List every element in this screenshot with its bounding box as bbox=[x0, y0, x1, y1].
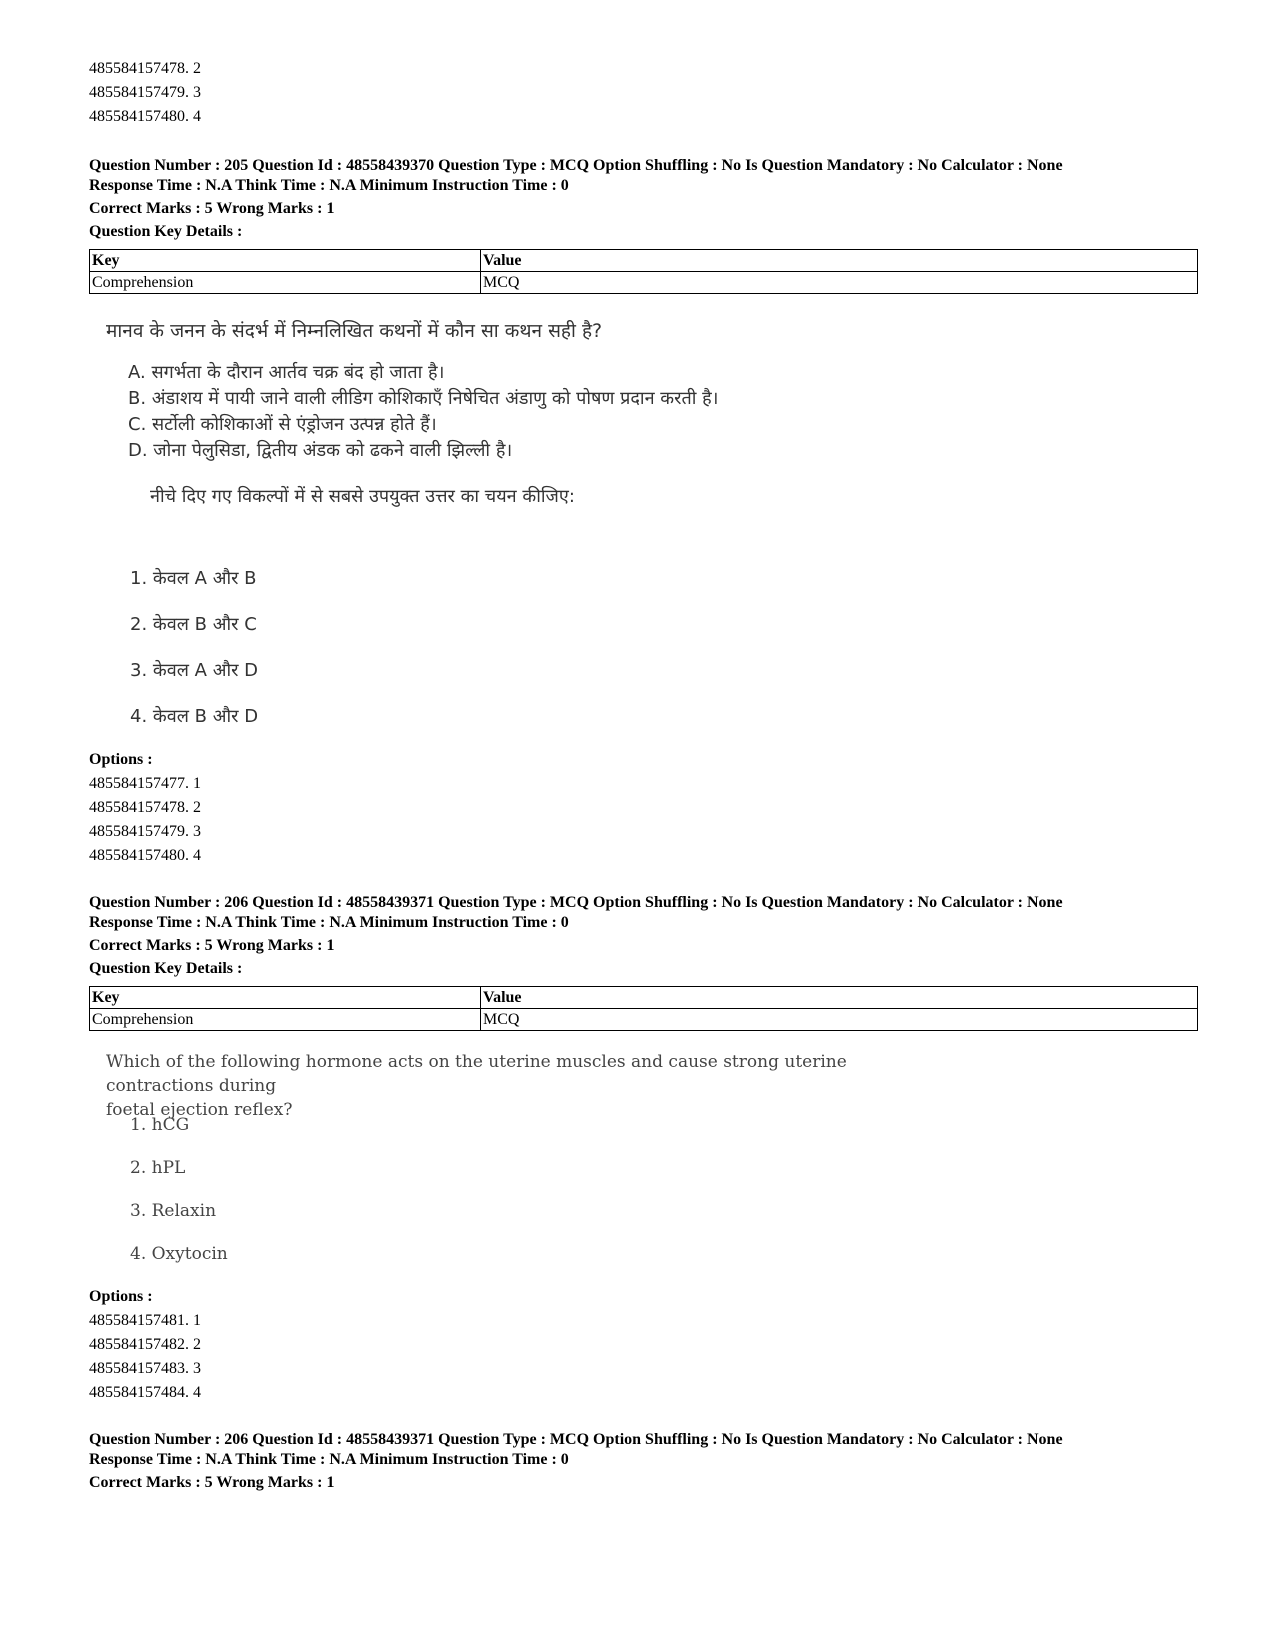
table-cell-value: MCQ bbox=[481, 272, 1198, 294]
option-line: 485584157484. 4 bbox=[89, 1384, 201, 1401]
table-cell-key: Comprehension bbox=[90, 1009, 481, 1031]
option-line: 485584157478. 2 bbox=[89, 799, 201, 816]
question-206-repeat-header bbox=[89, 1430, 1189, 1493]
marks-line: Correct Marks : 5 Wrong Marks : 1 bbox=[89, 200, 335, 217]
options-label: Options : bbox=[89, 1288, 153, 1305]
key-details-label: Question Key Details : bbox=[89, 960, 243, 977]
question-meta-line: Question Number : 206 Question Id : 48558439371 Question Type : MCQ Option Shuffling : No Is Question Mandatory : No Calculator : None bbox=[89, 1431, 1063, 1448]
response-time-line: Response Time : N.A Think Time : N.A Minimum Instruction Time : 0 bbox=[89, 177, 569, 194]
question-stem: मानव के जनन के संदर्भ में निम्नलिखित कथनों में कौन सा कथन सही है? bbox=[106, 320, 603, 342]
table-row bbox=[90, 1009, 1198, 1031]
answer-choice: 3. केवल A और D bbox=[130, 660, 259, 681]
question-meta-line: Question Number : 205 Question Id : 48558439370 Question Type : MCQ Option Shuffling : No Is Question Mandatory : No Calculator : None bbox=[89, 157, 1063, 174]
answer-choice: 2. hPL bbox=[130, 1158, 186, 1178]
statement-item: C. सर्टोली कोशिकाओं से एंड्रोजन उत्पन्न होते हैं। bbox=[128, 414, 437, 435]
table-header-key: Key bbox=[90, 250, 481, 272]
table-header-value: Value bbox=[481, 250, 1198, 272]
question-205-options bbox=[89, 748, 1189, 868]
question-205-header bbox=[89, 156, 1189, 242]
option-line: 485584157478. 2 bbox=[89, 60, 201, 77]
answer-choice: 3. Relaxin bbox=[130, 1201, 217, 1221]
options-label: Options : bbox=[89, 751, 153, 768]
answer-choice: 4. Oxytocin bbox=[130, 1244, 228, 1264]
option-line: 485584157481. 1 bbox=[89, 1312, 201, 1329]
marks-line: Correct Marks : 5 Wrong Marks : 1 bbox=[89, 1474, 335, 1491]
question-stem: Which of the following hormone acts on the uterine muscles and cause strong uterine contractions during bbox=[106, 1052, 847, 1096]
question-key-table bbox=[89, 249, 1198, 294]
question-key-table bbox=[89, 986, 1198, 1031]
option-line: 485584157477. 1 bbox=[89, 775, 201, 792]
key-details-label: Question Key Details : bbox=[89, 223, 243, 240]
option-line: 485584157483. 3 bbox=[89, 1360, 201, 1377]
question-205-image bbox=[106, 318, 826, 738]
response-time-line: Response Time : N.A Think Time : N.A Minimum Instruction Time : 0 bbox=[89, 1451, 569, 1468]
answer-choice: 1. hCG bbox=[130, 1115, 190, 1135]
answer-choice: 2. केवल B और C bbox=[130, 614, 257, 635]
table-header-key: Key bbox=[90, 987, 481, 1009]
table-cell-value: MCQ bbox=[481, 1009, 1198, 1031]
option-line: 485584157480. 4 bbox=[89, 108, 201, 125]
table-row bbox=[90, 272, 1198, 294]
answer-choice: 4. केवल B और D bbox=[130, 706, 259, 727]
answer-instruction: नीचे दिए गए विकल्पों में से सबसे उपयुक्त उत्तर का चयन कीजिए: bbox=[150, 486, 575, 507]
table-header-value: Value bbox=[481, 987, 1198, 1009]
answer-choice: 1. केवल A और B bbox=[130, 568, 257, 589]
table-header-row bbox=[90, 250, 1198, 272]
marks-line: Correct Marks : 5 Wrong Marks : 1 bbox=[89, 937, 335, 954]
option-line: 485584157482. 2 bbox=[89, 1336, 201, 1353]
table-cell-key: Comprehension bbox=[90, 272, 481, 294]
question-stem: foetal ejection reflex? bbox=[106, 1100, 293, 1120]
option-line: 485584157480. 4 bbox=[89, 847, 201, 864]
option-line: 485584157479. 3 bbox=[89, 823, 201, 840]
question-206-options bbox=[89, 1285, 1189, 1405]
question-206-image bbox=[106, 1050, 926, 1270]
response-time-line: Response Time : N.A Think Time : N.A Minimum Instruction Time : 0 bbox=[89, 914, 569, 931]
question-206-header bbox=[89, 893, 1189, 979]
statement-item: A. सगर्भता के दौरान आर्तव चक्र बंद हो जाता है। bbox=[128, 362, 445, 383]
question-meta-line: Question Number : 206 Question Id : 48558439371 Question Type : MCQ Option Shuffling : No Is Question Mandatory : No Calculator : None bbox=[89, 894, 1063, 911]
option-line: 485584157479. 3 bbox=[89, 84, 201, 101]
previous-options-list bbox=[89, 57, 1189, 129]
statement-item: B. अंडाशय में पायी जाने वाली लीडिग कोशिकाएँ निषेचित अंडाणु को पोषण प्रदान करती है। bbox=[128, 388, 719, 409]
statement-list bbox=[128, 360, 826, 464]
table-header-row bbox=[90, 987, 1198, 1009]
statement-item: D. जोना पेलुसिडा, द्वितीय अंडक को ढकने वाली झिल्ली है। bbox=[128, 440, 513, 461]
